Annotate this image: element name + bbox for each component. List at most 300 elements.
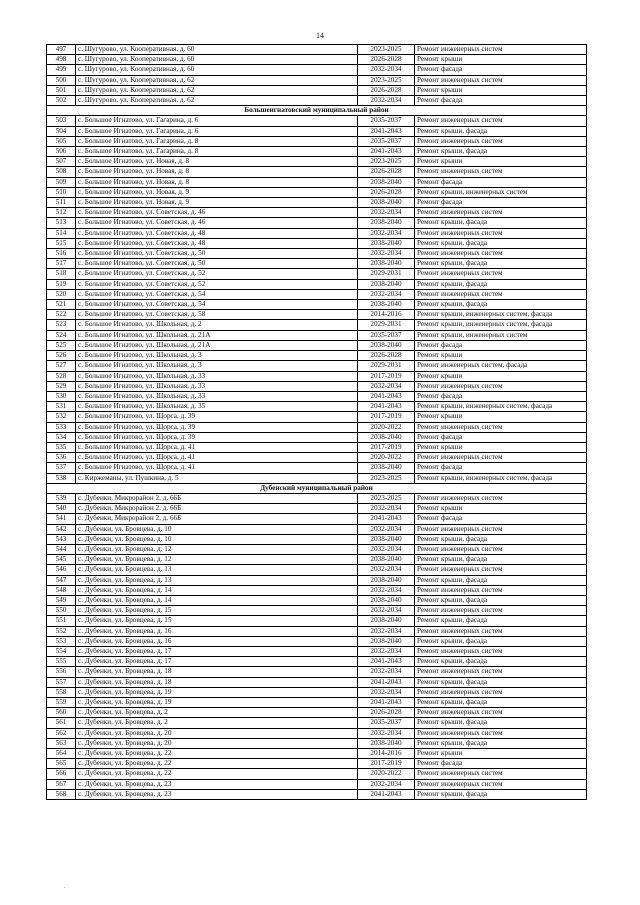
table-row: [47, 534, 587, 544]
period-cell: 2038-2040: [358, 575, 415, 585]
address-cell: с. Дубенки, Микрорайон 2, д. 66Б: [76, 504, 358, 514]
period-cell: 2032-2034: [358, 667, 415, 677]
table-row: [47, 677, 587, 687]
table-row: [47, 544, 587, 554]
address-cell: с. Большое Игнатово, ул. Школьная, д. 33: [76, 371, 358, 381]
address-cell: с. Дубенки, ул. Бровцева, д. 12: [76, 555, 358, 565]
address-cell: с. Дубенки, ул. Бровцева, д. 10: [76, 524, 358, 534]
work-type-cell: Ремонт инженерных систем: [415, 45, 587, 55]
table-row: [47, 300, 587, 310]
row-number: 543: [47, 534, 76, 544]
period-cell: 2041-2043: [358, 147, 415, 157]
work-type-cell: Ремонт инженерных систем, фасада: [415, 361, 587, 371]
work-type-cell: Ремонт фасада: [415, 340, 587, 350]
period-cell: 2038-2040: [358, 238, 415, 248]
table-row: [47, 463, 587, 473]
period-cell: 2023-2025: [358, 45, 415, 55]
table-row: [47, 351, 587, 361]
period-cell: 2038-2040: [358, 259, 415, 269]
address-cell: с. Дубенки, ул. Бровцева, д. 16: [76, 626, 358, 636]
period-cell: 2014-2016: [358, 310, 415, 320]
work-type-cell: Ремонт крыши: [415, 55, 587, 65]
address-cell: с. Дубенки, ул. Бровцева, д. 13: [76, 565, 358, 575]
row-number: 567: [47, 779, 76, 789]
table-row: [47, 565, 587, 575]
table-row: [47, 657, 587, 667]
work-type-cell: Ремонт инженерных систем: [415, 422, 587, 432]
row-number: 518: [47, 269, 76, 279]
table-row: [47, 167, 587, 177]
period-cell: 2041-2043: [358, 126, 415, 136]
address-cell: с. Большое Игнатово, ул. Щорса, д. 41: [76, 442, 358, 452]
work-type-cell: Ремонт крыши, фасада: [415, 534, 587, 544]
address-cell: с. Большое Игнатово, ул. Советская, д. 54: [76, 289, 358, 299]
table-row: [47, 96, 587, 106]
work-type-cell: Ремонт инженерных систем: [415, 708, 587, 718]
row-number: 542: [47, 524, 76, 534]
table-row: [47, 75, 587, 85]
work-type-cell: Ремонт инженерных систем: [415, 667, 587, 677]
work-type-cell: Ремонт инженерных систем: [415, 453, 587, 463]
period-cell: 2041-2043: [358, 789, 415, 799]
row-number: 497: [47, 45, 76, 55]
period-cell: 2017-2019: [358, 759, 415, 769]
work-type-cell: Ремонт крыши, инженерных систем, фасада: [415, 473, 587, 483]
section-header-row: [47, 483, 587, 493]
address-cell: с. Дубенки, ул. Бровцева, д. 17: [76, 657, 358, 667]
table-row: [47, 595, 587, 605]
table-row: [47, 769, 587, 779]
row-number: 515: [47, 238, 76, 248]
address-cell: с. Большое Игнатово, ул. Советская, д. 48: [76, 238, 358, 248]
period-cell: 2041-2043: [358, 698, 415, 708]
period-cell: 2032-2034: [358, 96, 415, 106]
address-cell: с. Дубенки, ул. Бровцева, д. 19: [76, 698, 358, 708]
table-row: [47, 208, 587, 218]
row-number: 560: [47, 708, 76, 718]
work-type-cell: Ремонт крыши, фасада: [415, 636, 587, 646]
work-type-cell: Ремонт крыши, фасада: [415, 657, 587, 667]
work-type-cell: Ремонт фасада: [415, 198, 587, 208]
work-type-cell: Ремонт инженерных систем: [415, 116, 587, 126]
period-cell: 2023-2025: [358, 75, 415, 85]
work-type-cell: Ремонт инженерных систем: [415, 228, 587, 238]
table-row: [47, 473, 587, 483]
period-cell: 2038-2040: [358, 738, 415, 748]
period-cell: 2041-2043: [358, 657, 415, 667]
work-type-cell: Ремонт инженерных систем: [415, 626, 587, 636]
table-row: [47, 259, 587, 269]
work-type-cell: Ремонт инженерных систем: [415, 381, 587, 391]
table-row: [47, 555, 587, 565]
work-type-cell: Ремонт крыши: [415, 442, 587, 452]
table-row: [47, 749, 587, 759]
work-type-cell: Ремонт крыши: [415, 504, 587, 514]
table-row: [47, 147, 587, 157]
address-cell: с. Большое Игнатово, ул. Советская, д. 50: [76, 259, 358, 269]
period-cell: 2017-2019: [358, 371, 415, 381]
period-cell: 2014-2016: [358, 749, 415, 759]
address-cell: с. Большое Игнатово, ул. Школьная, д. 2: [76, 320, 358, 330]
row-number: 522: [47, 310, 76, 320]
period-cell: 2038-2040: [358, 432, 415, 442]
row-number: 544: [47, 544, 76, 554]
period-cell: 2032-2034: [358, 728, 415, 738]
row-number: 566: [47, 769, 76, 779]
address-cell: с. Большое Игнатово, ул. Школьная, д. 33: [76, 381, 358, 391]
period-cell: 2026-2028: [358, 55, 415, 65]
table-row: [47, 85, 587, 95]
row-number: 564: [47, 749, 76, 759]
work-type-cell: Ремонт инженерных систем: [415, 208, 587, 218]
row-number: 553: [47, 636, 76, 646]
period-cell: 2032-2034: [358, 585, 415, 595]
table-row: [47, 157, 587, 167]
row-number: 536: [47, 453, 76, 463]
page-bottom-mark: .: [64, 884, 66, 890]
work-type-cell: Ремонт фасада: [415, 391, 587, 401]
row-number: 548: [47, 585, 76, 595]
table-row: [47, 55, 587, 65]
table-row: [47, 381, 587, 391]
row-number: 537: [47, 463, 76, 473]
table-row: [47, 422, 587, 432]
address-cell: с. Дубенки, ул. Бровцева, д. 18: [76, 677, 358, 687]
row-number: 500: [47, 75, 76, 85]
row-number: 546: [47, 565, 76, 575]
address-cell: с. Дубенки, ул. Бровцева, д. 20: [76, 738, 358, 748]
period-cell: 2026-2028: [358, 187, 415, 197]
address-cell: с. Большое Игнатово, ул. Советская, д. 52: [76, 279, 358, 289]
table-row: [47, 249, 587, 259]
row-number: 521: [47, 300, 76, 310]
table-row: [47, 606, 587, 616]
period-cell: 2026-2028: [358, 85, 415, 95]
period-cell: 2032-2034: [358, 626, 415, 636]
row-number: 540: [47, 504, 76, 514]
address-cell: с. Дубенки, ул. Бровцева, д. 16: [76, 636, 358, 646]
period-cell: 2029-2031: [358, 269, 415, 279]
row-number: 502: [47, 96, 76, 106]
table-row: [47, 289, 587, 299]
period-cell: 2026-2028: [358, 167, 415, 177]
work-type-cell: Ремонт крыши: [415, 371, 587, 381]
row-number: 549: [47, 595, 76, 605]
row-number: 558: [47, 687, 76, 697]
table-row: [47, 667, 587, 677]
row-number: 503: [47, 116, 76, 126]
period-cell: 2032-2034: [358, 228, 415, 238]
address-cell: с. Большое Игнатово, ул. Новая, д. 8: [76, 167, 358, 177]
work-type-cell: Ремонт инженерных систем: [415, 585, 587, 595]
work-type-cell: Ремонт крыши: [415, 85, 587, 95]
row-number: 501: [47, 85, 76, 95]
address-cell: с. Большое Игнатово, ул. Школьная, д. 3: [76, 351, 358, 361]
address-cell: с. Большое Игнатово, ул. Советская, д. 50: [76, 249, 358, 259]
row-number: 519: [47, 279, 76, 289]
period-cell: 2032-2034: [358, 544, 415, 554]
row-number: 513: [47, 218, 76, 228]
address-cell: с. Большое Игнатово, ул. Гагарина, д. 8: [76, 147, 358, 157]
table-row: [47, 504, 587, 514]
table-row: [47, 575, 587, 585]
address-cell: с. Дубенки, ул. Бровцева, д. 22: [76, 769, 358, 779]
period-cell: 2023-2025: [358, 493, 415, 503]
row-number: 504: [47, 126, 76, 136]
address-cell: с. Дубенки, ул. Бровцева, д. 15: [76, 606, 358, 616]
section-title: Большеигнатовский муниципальный район: [47, 106, 587, 116]
work-type-cell: Ремонт крыши, фасада: [415, 555, 587, 565]
work-type-cell: Ремонт крыши, инженерных систем, фасада: [415, 402, 587, 412]
work-type-cell: Ремонт инженерных систем: [415, 269, 587, 279]
row-number: 551: [47, 616, 76, 626]
period-cell: 2038-2040: [358, 300, 415, 310]
table-row: [47, 320, 587, 330]
work-type-cell: Ремонт инженерных систем: [415, 167, 587, 177]
row-number: 514: [47, 228, 76, 238]
row-number: 568: [47, 789, 76, 799]
row-number: 541: [47, 514, 76, 524]
work-type-cell: Ремонт крыши, инженерных систем: [415, 330, 587, 340]
work-type-cell: Ремонт крыши, фасада: [415, 698, 587, 708]
table-row: [47, 779, 587, 789]
work-type-cell: Ремонт крыши: [415, 351, 587, 361]
address-cell: с. Большое Игнатово, ул. Школьная, д. 3: [76, 361, 358, 371]
table-row: [47, 340, 587, 350]
work-type-cell: Ремонт крыши: [415, 412, 587, 422]
row-number: 561: [47, 718, 76, 728]
row-number: 508: [47, 167, 76, 177]
address-cell: с. Дубенки, ул. Бровцева, д. 23: [76, 779, 358, 789]
address-cell: с. Дубенки, ул. Бровцева, д. 14: [76, 585, 358, 595]
address-cell: с. Большое Игнатово, ул. Гагарина, д. 8: [76, 136, 358, 146]
table-row: [47, 402, 587, 412]
table-row: [47, 187, 587, 197]
table-row: [47, 453, 587, 463]
period-cell: 2017-2019: [358, 442, 415, 452]
address-cell: с. Большое Игнатово, ул. Новая, д. 8: [76, 157, 358, 167]
address-cell: с. Большое Игнатово, ул. Щорса, д. 39: [76, 412, 358, 422]
table-row: [47, 391, 587, 401]
period-cell: 2041-2043: [358, 677, 415, 687]
row-number: 511: [47, 198, 76, 208]
work-type-cell: Ремонт инженерных систем: [415, 493, 587, 503]
row-number: 554: [47, 646, 76, 656]
address-cell: с. Большое Игнатово, ул. Советская, д. 52: [76, 269, 358, 279]
row-number: 516: [47, 249, 76, 259]
address-cell: с. Дубенки, ул. Бровцева, д. 2: [76, 718, 358, 728]
period-cell: 2035-2037: [358, 116, 415, 126]
work-type-cell: Ремонт крыши, фасада: [415, 738, 587, 748]
period-cell: 2041-2043: [358, 514, 415, 524]
row-number: 556: [47, 667, 76, 677]
period-cell: 2029-2031: [358, 320, 415, 330]
address-cell: с. Дубенки, ул. Бровцева, д. 12: [76, 544, 358, 554]
work-type-cell: Ремонт фасада: [415, 65, 587, 75]
period-cell: 2041-2043: [358, 402, 415, 412]
repair-schedule-table: [46, 44, 587, 800]
table-row: [47, 687, 587, 697]
work-type-cell: Ремонт фасада: [415, 432, 587, 442]
period-cell: 2026-2028: [358, 351, 415, 361]
address-cell: с. Дубенки, ул. Бровцева, д. 2: [76, 708, 358, 718]
work-type-cell: Ремонт крыши, фасада: [415, 789, 587, 799]
table-row: [47, 361, 587, 371]
address-cell: с. Большое Игнатово, ул. Щорса, д. 39: [76, 422, 358, 432]
row-number: 498: [47, 55, 76, 65]
period-cell: 2020-2022: [358, 769, 415, 779]
address-cell: с. Дубенки, ул. Бровцева, д. 14: [76, 595, 358, 605]
address-cell: с. Большое Игнатово, ул. Новая, д. 9: [76, 187, 358, 197]
row-number: 506: [47, 147, 76, 157]
address-cell: с. Шугурово, ул. Кооперативная, д. 62: [76, 85, 358, 95]
table-row: [47, 238, 587, 248]
work-type-cell: Ремонт крыши, фасада: [415, 218, 587, 228]
table-row: [47, 728, 587, 738]
address-cell: с. Дубенки, ул. Бровцева, д. 13: [76, 575, 358, 585]
period-cell: 2032-2034: [358, 208, 415, 218]
row-number: 509: [47, 177, 76, 187]
table-row: [47, 218, 587, 228]
section-header-row: [47, 106, 587, 116]
address-cell: с. Большое Игнатово, ул. Советская, д. 46: [76, 218, 358, 228]
work-type-cell: Ремонт крыши, фасада: [415, 616, 587, 626]
row-number: 555: [47, 657, 76, 667]
row-number: 563: [47, 738, 76, 748]
period-cell: 2035-2037: [358, 136, 415, 146]
table-row: [47, 718, 587, 728]
work-type-cell: Ремонт крыши, инженерных систем: [415, 187, 587, 197]
page-number: 14: [316, 31, 324, 40]
table-row: [47, 738, 587, 748]
address-cell: с. Дубенки, Микрорайон 2, д. 66Б: [76, 514, 358, 524]
row-number: 526: [47, 351, 76, 361]
work-type-cell: Ремонт инженерных систем: [415, 544, 587, 554]
work-type-cell: Ремонт инженерных систем: [415, 524, 587, 534]
work-type-cell: Ремонт крыши, инженерных систем, фасада: [415, 320, 587, 330]
table-row: [47, 442, 587, 452]
address-cell: с. Дубенки, ул. Бровцева, д. 22: [76, 749, 358, 759]
work-type-cell: Ремонт инженерных систем: [415, 565, 587, 575]
address-cell: с. Дубенки, ул. Бровцева, д. 23: [76, 789, 358, 799]
table-row: [47, 698, 587, 708]
table-row: [47, 646, 587, 656]
table-row: [47, 708, 587, 718]
period-cell: 2032-2034: [358, 779, 415, 789]
work-type-cell: Ремонт фасада: [415, 759, 587, 769]
period-cell: 2038-2040: [358, 463, 415, 473]
period-cell: 2032-2034: [358, 687, 415, 697]
row-number: 547: [47, 575, 76, 585]
address-cell: с. Большое Игнатово, ул. Советская, д. 46: [76, 208, 358, 218]
work-type-cell: Ремонт крыши, фасада: [415, 300, 587, 310]
row-number: 525: [47, 340, 76, 350]
address-cell: с. Шугурово, ул. Кооперативная, д. 60: [76, 65, 358, 75]
address-cell: с. Дубенки, ул. Бровцева, д. 20: [76, 728, 358, 738]
period-cell: 2032-2034: [358, 524, 415, 534]
work-type-cell: Ремонт фасада: [415, 96, 587, 106]
row-number: 562: [47, 728, 76, 738]
period-cell: 2038-2040: [358, 218, 415, 228]
address-cell: с. Большое Игнатово, ул. Школьная, д. 21А: [76, 340, 358, 350]
row-number: 505: [47, 136, 76, 146]
period-cell: 2020-2022: [358, 453, 415, 463]
period-cell: 2038-2040: [358, 616, 415, 626]
address-cell: с. Шугурово, ул. Кооперативная, д. 60: [76, 45, 358, 55]
address-cell: с. Дубенки, ул. Бровцева, д. 18: [76, 667, 358, 677]
table-row: [47, 330, 587, 340]
address-cell: с. Дубенки, ул. Бровцева, д. 22: [76, 759, 358, 769]
period-cell: 2032-2034: [358, 565, 415, 575]
address-cell: с. Большое Игнатово, ул. Школьная, д. 35: [76, 402, 358, 412]
table-row: [47, 65, 587, 75]
row-number: 523: [47, 320, 76, 330]
row-number: 517: [47, 259, 76, 269]
period-cell: 2038-2040: [358, 636, 415, 646]
row-number: 530: [47, 391, 76, 401]
work-type-cell: Ремонт крыши, фасада: [415, 147, 587, 157]
work-type-cell: Ремонт крыши, фасада: [415, 279, 587, 289]
table-row: [47, 585, 587, 595]
address-cell: с. Большое Игнатово, ул. Новая, д. 8: [76, 177, 358, 187]
row-number: 520: [47, 289, 76, 299]
period-cell: 2023-2025: [358, 157, 415, 167]
period-cell: 2017-2019: [358, 412, 415, 422]
address-cell: с. Дубенки, ул. Бровцева, д. 15: [76, 616, 358, 626]
address-cell: с. Большое Игнатово, ул. Щорса, д. 41: [76, 463, 358, 473]
table-row: [47, 310, 587, 320]
table-row: [47, 616, 587, 626]
address-cell: с. Большое Игнатово, ул. Школьная, д. 33: [76, 391, 358, 401]
row-number: 512: [47, 208, 76, 218]
period-cell: 2032-2034: [358, 249, 415, 259]
address-cell: с. Большое Игнатово, ул. Советская, д. 48: [76, 228, 358, 238]
address-cell: с. Большое Игнатово, ул. Новая, д. 9: [76, 198, 358, 208]
work-type-cell: Ремонт крыши, фасада: [415, 677, 587, 687]
table-row: [47, 514, 587, 524]
table-row: [47, 136, 587, 146]
address-cell: с. Большое Игнатово, ул. Школьная, д. 21А: [76, 330, 358, 340]
address-cell: с. Большое Игнатово, ул. Гагарина, д. 6: [76, 116, 358, 126]
row-number: 510: [47, 187, 76, 197]
address-cell: с. Большое Игнатово, ул. Советская, д. 54: [76, 300, 358, 310]
work-type-cell: Ремонт крыши, фасада: [415, 126, 587, 136]
period-cell: 2038-2040: [358, 198, 415, 208]
period-cell: 2038-2040: [358, 534, 415, 544]
period-cell: 2029-2031: [358, 361, 415, 371]
table-row: [47, 493, 587, 503]
row-number: 539: [47, 493, 76, 503]
work-type-cell: Ремонт фасада: [415, 177, 587, 187]
table-row: [47, 524, 587, 534]
period-cell: 2038-2040: [358, 177, 415, 187]
work-type-cell: Ремонт крыши: [415, 157, 587, 167]
table-row: [47, 126, 587, 136]
work-type-cell: Ремонт крыши, фасада: [415, 718, 587, 728]
address-cell: с. Дубенки, ул. Бровцева, д. 19: [76, 687, 358, 697]
section-title: Дубенский муниципальный район: [47, 483, 587, 493]
row-number: 550: [47, 606, 76, 616]
row-number: 534: [47, 432, 76, 442]
work-type-cell: Ремонт инженерных систем: [415, 289, 587, 299]
period-cell: 2026-2028: [358, 708, 415, 718]
table-row: [47, 636, 587, 646]
work-type-cell: Ремонт фасада: [415, 463, 587, 473]
period-cell: 2032-2034: [358, 504, 415, 514]
period-cell: 2032-2034: [358, 289, 415, 299]
address-cell: с. Большое Игнатово, ул. Щорса, д. 41: [76, 453, 358, 463]
row-number: 527: [47, 361, 76, 371]
